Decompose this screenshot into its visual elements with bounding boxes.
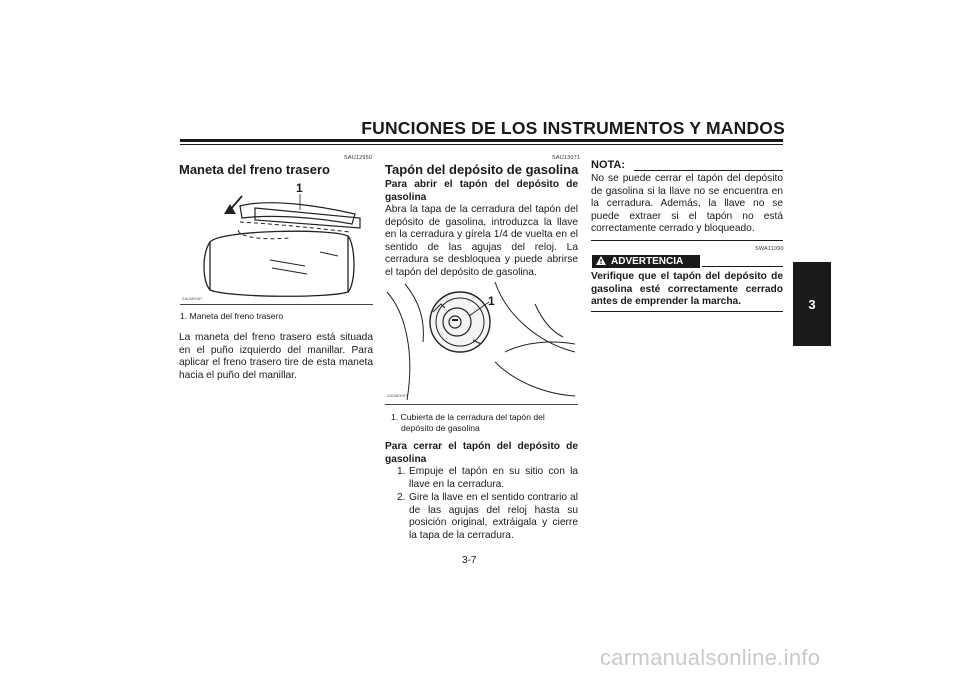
header-rule-thin (180, 144, 783, 145)
step-text: Empuje el tapón en su sitio con la llave en la cerradura. (409, 466, 578, 490)
section-code: SAU13071 (552, 155, 581, 161)
step-number: 2. (397, 492, 406, 503)
chapter-tab-label: 3 (808, 296, 816, 312)
fuel-cap-lock-figure (385, 282, 578, 402)
figure-caption-fuel-cap-1: 1. Cubierta de la cerradura del tapón del (391, 412, 545, 422)
open-cap-body-text: Abra la tapa de la cerradura del tapón del depósito de gasolina, introduzca la llave en la cerradura y gírela 1/4 de vuelta en el sentido de las agujas del reloj. La cerradura se desbloquea y puede abrirse el tapón del depósito de gasolina. (385, 204, 578, 278)
page-header-title: FUNCIONES DE LOS INSTRUMENTOS Y MANDOS (361, 118, 785, 138)
subtitle-close-cap: Para cerrar el tapón del depósito de gasolina (385, 441, 578, 465)
note-body-text: No se puede cerrar el tapón del depósito de gasolina si la llave no se encuentra en la cerradura. Además, la llave no se puede extraer si el tapón no está correctamente cerrado y bloqueado. (591, 173, 783, 235)
page-number: 3-7 (462, 555, 477, 566)
note-rule (634, 170, 783, 171)
note-end-rule (591, 240, 783, 241)
rear-brake-callout-1: 1 (296, 181, 303, 195)
figure-code: ZAUM0067 (182, 296, 203, 301)
warning-label: ADVERTENCIA (611, 256, 684, 267)
figure-caption-fuel-cap-2: depósito de gasolina (401, 423, 480, 433)
warning-code: SWA11090 (755, 246, 784, 252)
warning-end-rule (591, 311, 783, 312)
warning-badge (592, 255, 700, 268)
warning-body-text: Verifique que el tapón del depósito de gasolina esté correctamente cerrado antes de emprender la marcha. (591, 271, 783, 308)
subtitle-open-cap: Para abrir el tapón del depósito de gasolina (385, 179, 578, 203)
step-text: Gire la llave en el sentido contrario al de las agujas del reloj hasta su posición original, extráigala y cierre la tapa de la cerradura. (409, 492, 578, 541)
section-title-rear-brake: Maneta del freno trasero (179, 162, 330, 177)
figure-caption-rear-brake: 1. Maneta del freno trasero (180, 311, 284, 321)
fuel-cap-callout-1: 1 (488, 294, 495, 308)
watermark: carmanualsonline.info (600, 645, 821, 670)
close-step-1 (397, 466, 578, 492)
rear-brake-body-text: La maneta del freno trasero está situada en el puño izquierdo del manillar. Para aplicar el freno trasero tire de esta maneta hacia el puño del manillar. (179, 332, 373, 381)
note-label: NOTA: (591, 159, 626, 171)
header-rule (180, 139, 783, 142)
section-title-fuel-cap: Tapón del depósito de gasolina (385, 162, 579, 177)
figure-code: ZAUM0097 (387, 393, 408, 398)
section-code: SAU12950 (344, 155, 373, 161)
rear-brake-lever-figure (180, 180, 375, 300)
chapter-tab[interactable] (793, 262, 831, 346)
caption-rule (385, 404, 578, 405)
step-number: 1. (397, 466, 406, 477)
warning-rule (702, 266, 783, 267)
warning-triangle-icon (596, 256, 606, 268)
close-step-2 (397, 492, 578, 544)
caption-rule (180, 304, 373, 305)
